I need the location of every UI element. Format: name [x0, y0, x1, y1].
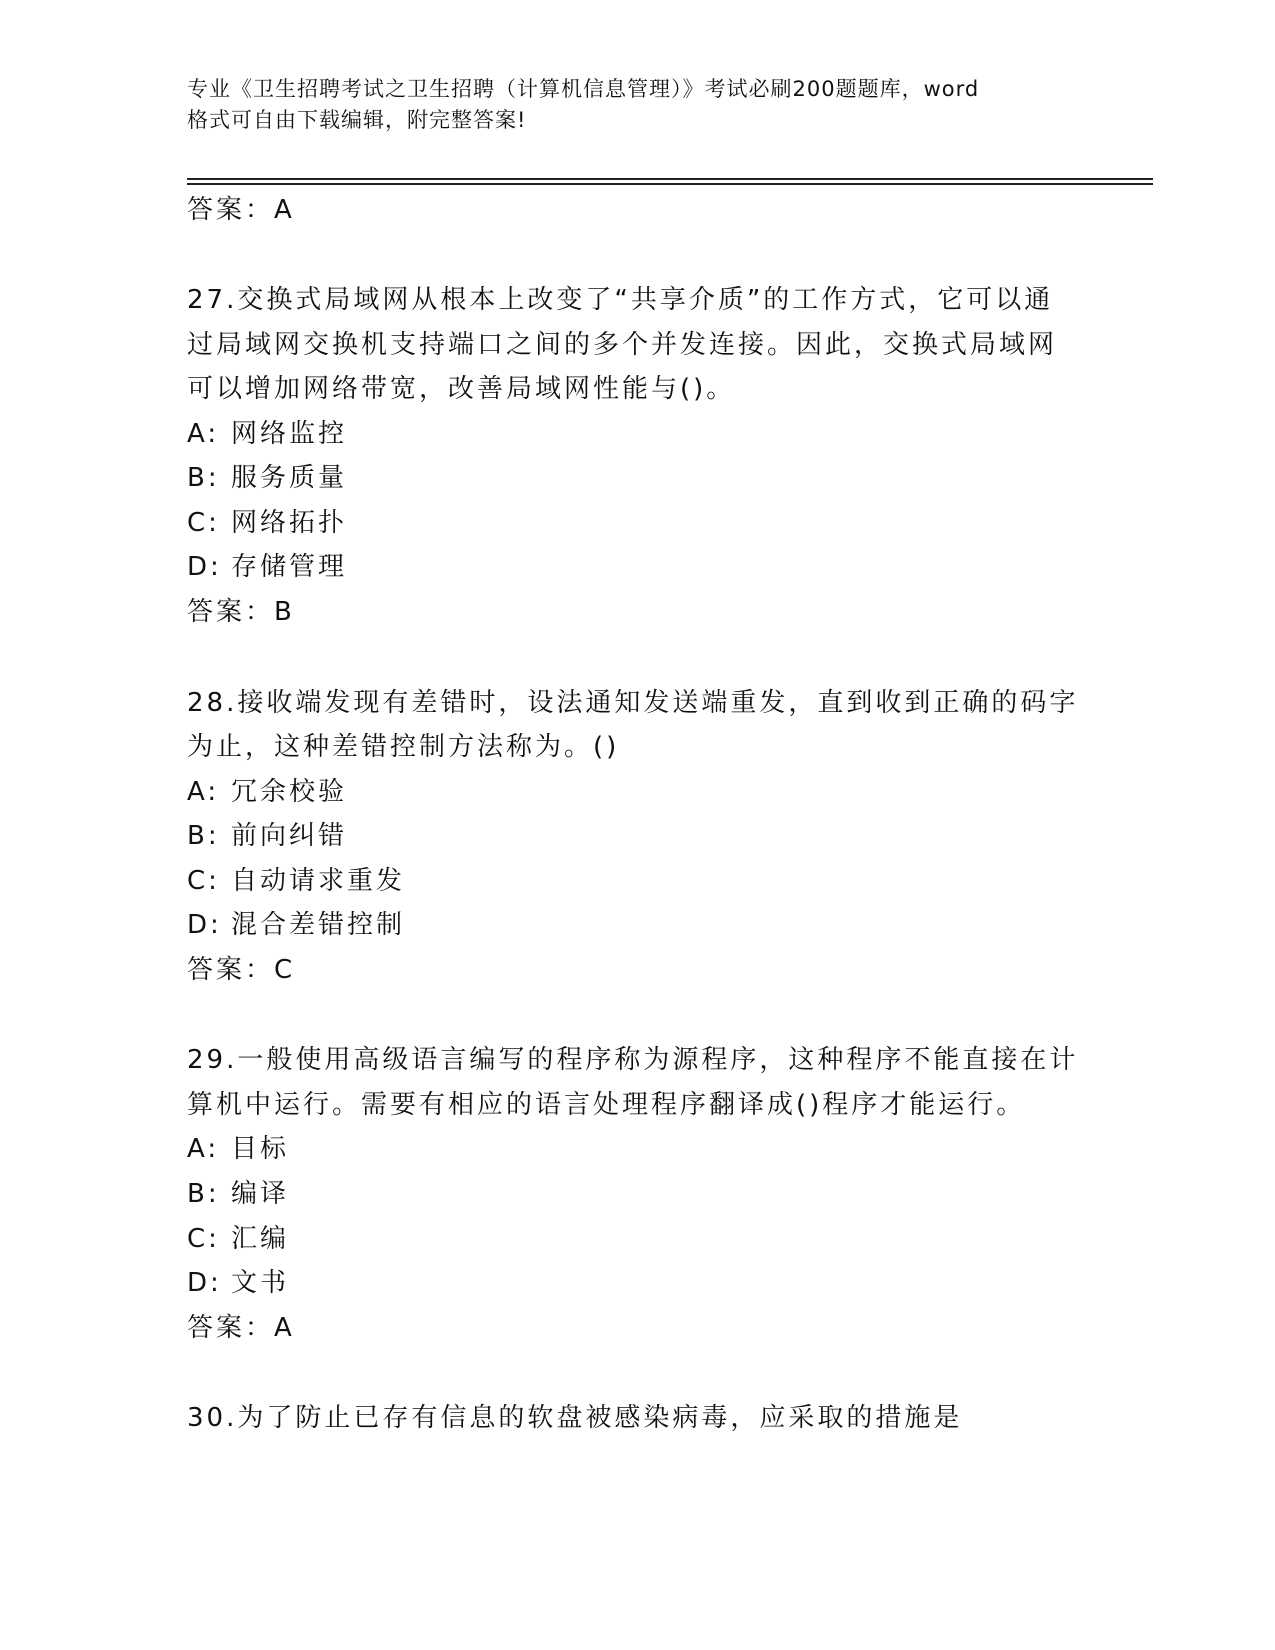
option-text: 前向纠错 — [231, 821, 348, 851]
option-key: D: — [187, 552, 222, 582]
document-header — [187, 74, 1087, 136]
option-key: C: — [187, 1224, 220, 1254]
answer: 答案：C — [187, 955, 296, 985]
option-c — [187, 864, 405, 898]
option-key: B: — [187, 1179, 220, 1209]
header-divider-bottom — [187, 183, 1153, 185]
option-b — [187, 1177, 289, 1211]
option-text: 目标 — [231, 1134, 290, 1164]
question-text-line: 为止，这种差错控制方法称为。() — [187, 732, 620, 762]
option-text: 混合差错控制 — [231, 910, 406, 940]
option-text: 汇编 — [231, 1224, 290, 1254]
option-text: 存储管理 — [231, 552, 348, 582]
header-divider-top — [187, 178, 1153, 180]
question-text-line: 30.为了防止已存有信息的软盘被感染病毒，应采取的措施是 — [187, 1403, 963, 1433]
option-b — [187, 819, 347, 853]
option-key: C: — [187, 508, 220, 538]
header-line-2: 格式可自由下载编辑，附完整答案! — [187, 108, 527, 132]
question-text-line: 算机中运行。需要有相应的语言处理程序翻译成()程序才能运行。 — [187, 1090, 1026, 1120]
question-text-line: 可以增加网络带宽，改善局域网性能与()。 — [187, 374, 736, 404]
answer: 答案：B — [187, 597, 295, 627]
option-key: C: — [187, 866, 220, 896]
option-key: B: — [187, 463, 220, 493]
option-key: D: — [187, 910, 222, 940]
option-key: D: — [187, 1268, 222, 1298]
option-text: 网络监控 — [231, 419, 348, 449]
option-text: 编译 — [231, 1179, 290, 1209]
option-text: 冗余校验 — [231, 777, 348, 807]
option-d — [187, 550, 347, 584]
header-line-1: 专业《卫生招聘考试之卫生招聘（计算机信息管理）》考试必刷200题题库，word — [187, 77, 980, 101]
option-key: B: — [187, 821, 220, 851]
answer: 答案：A — [187, 1313, 295, 1343]
option-text: 网络拓扑 — [231, 508, 348, 538]
option-text: 服务质量 — [231, 463, 348, 493]
option-text: 文书 — [231, 1268, 290, 1298]
option-key: A: — [187, 777, 220, 807]
question-text-line: 28.接收端发现有差错时，设法通知发送端重发，直到收到正确的码字 — [187, 688, 1079, 718]
option-a — [187, 417, 347, 451]
option-d — [187, 908, 405, 942]
option-a — [187, 775, 347, 809]
option-d — [187, 1266, 289, 1300]
option-text: 自动请求重发 — [231, 866, 406, 896]
option-b — [187, 461, 347, 495]
question-text-line: 27.交换式局域网从根本上改变了“共享介质”的工作方式，它可以通 — [187, 285, 1054, 315]
option-key: A: — [187, 1134, 220, 1164]
option-c — [187, 1222, 289, 1256]
option-c — [187, 506, 347, 540]
question-text-line: 29.一般使用高级语言编写的程序称为源程序，这种程序不能直接在计 — [187, 1045, 1079, 1075]
previous-answer: 答案：A — [187, 195, 295, 225]
option-a — [187, 1132, 289, 1166]
option-key: A: — [187, 419, 220, 449]
question-text-line: 过局域网交换机支持端口之间的多个并发连接。因此，交换式局域网 — [187, 330, 1058, 360]
